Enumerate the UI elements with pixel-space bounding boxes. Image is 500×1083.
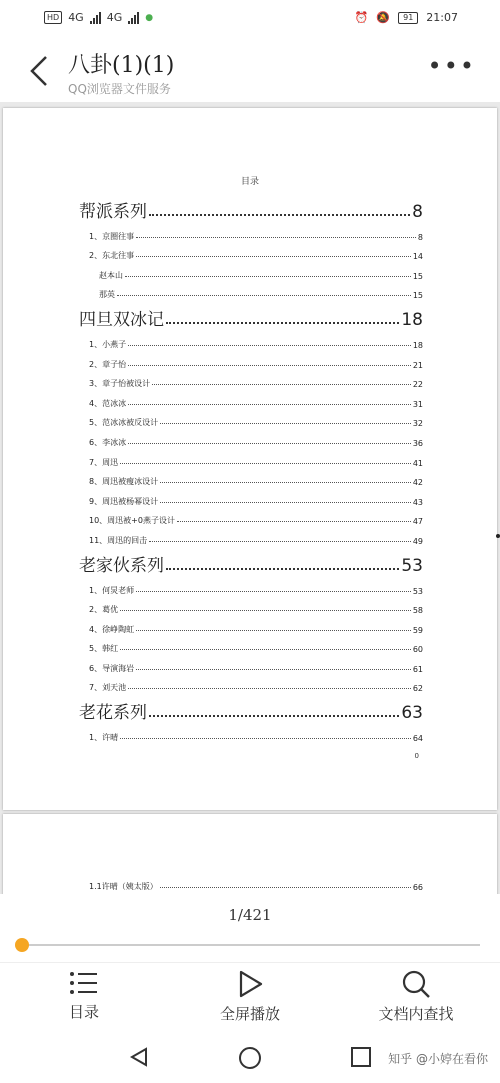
find-in-document-label: 文档内查找: [378, 1005, 454, 1023]
document-title: 八卦(1)(1): [68, 53, 175, 78]
toc-entry-page: 49: [412, 536, 423, 546]
toc-entry-page: 36: [412, 438, 423, 448]
status-right: [355, 11, 458, 24]
toc-entry[interactable]: [79, 654, 423, 674]
toc-leader-dots: [125, 276, 411, 277]
toc-leader-dots: [120, 649, 411, 650]
toc-entry-page: 59: [412, 625, 423, 635]
toc-entry-page: 47: [412, 517, 423, 527]
toc-leader-dots: [120, 610, 411, 611]
document-viewer[interactable]: [0, 102, 500, 894]
toc-entry[interactable]: [79, 389, 423, 409]
toc-entry-label: 5、范冰冰被反设计: [89, 418, 159, 428]
toc-button[interactable]: [14, 969, 154, 1022]
toc-entry-label: 2、东北往事: [89, 251, 135, 261]
document-subtitle: QQ浏览器文件服务: [68, 82, 171, 96]
page-indicator: 1/421: [228, 906, 272, 924]
toc-entry-page: 15: [412, 291, 423, 301]
toc-entry[interactable]: [79, 304, 423, 330]
toc-leader-dots: [128, 688, 411, 689]
toc-entry[interactable]: [79, 242, 423, 262]
more-options-button[interactable]: [428, 52, 476, 80]
toc-leader-dots: [160, 502, 411, 503]
toc-leader-dots: [128, 345, 411, 346]
document-page: [3, 814, 497, 894]
toc-entry[interactable]: [79, 370, 423, 390]
play-icon: [235, 969, 265, 999]
toc-entry-label: 1.1许晴（姨太版）: [89, 881, 158, 891]
triangle-back-icon: [128, 1046, 150, 1068]
find-in-document-button[interactable]: [346, 969, 486, 1024]
toc-entry-label: 四旦双冰记: [79, 310, 164, 331]
toc-heading: 目录: [240, 177, 259, 187]
toc-leader-dots: [136, 630, 411, 631]
toc-entry[interactable]: [79, 428, 423, 448]
toc-entry[interactable]: [79, 350, 423, 370]
signal-icon: [128, 12, 139, 24]
toc-list: [79, 192, 423, 743]
toc-entry-label: 4、范冰冰: [89, 398, 127, 408]
toc-entry-page: 21: [412, 360, 423, 370]
toc-entry-page: 18: [412, 340, 423, 350]
toc-entry-label: 老花系列: [79, 703, 147, 724]
toc-entry-label: 6、李冰冰: [89, 437, 127, 447]
toc-entry-page: 60: [412, 645, 423, 655]
toc-leader-dots: [128, 443, 411, 444]
toc-leader-dots: [120, 463, 411, 464]
toc-list: [79, 872, 423, 892]
signal-icon: [90, 12, 101, 24]
toc-leader-dots: [152, 384, 411, 385]
toc-entry-label: 帮派系列: [79, 202, 147, 222]
toc-entry[interactable]: [79, 281, 423, 301]
page-slider[interactable]: [18, 944, 480, 946]
search-icon: [401, 969, 431, 999]
watermark: 知乎 @小婷在看你: [388, 1052, 488, 1066]
slider-thumb[interactable]: [15, 938, 29, 952]
toc-entry-page: 32: [412, 419, 423, 429]
toc-entry[interactable]: [79, 576, 423, 596]
toc-entry[interactable]: [79, 330, 423, 350]
toc-entry[interactable]: [79, 723, 423, 743]
toc-entry-page: 63: [401, 703, 423, 724]
toc-entry-label: 3、章子怡被设计: [89, 379, 151, 389]
toc-leader-dots: [149, 541, 411, 542]
toc-entry-page: 64: [412, 734, 423, 744]
alarm-icon: ⏰: [354, 11, 369, 24]
hd-badge: HD: [44, 11, 62, 24]
scroll-indicator[interactable]: [496, 534, 500, 538]
toc-leader-dots: [160, 887, 411, 888]
toc-entry-label: 2、葛优: [89, 605, 119, 615]
toc-entry[interactable]: [79, 596, 423, 616]
toc-entry[interactable]: [79, 697, 423, 723]
toc-leader-dots: [149, 715, 399, 717]
toc-entry-label: 那英: [99, 290, 115, 300]
toc-leader-dots: [177, 521, 411, 522]
toc-entry-page: 8: [412, 202, 423, 222]
toc-leader-dots: [120, 738, 411, 739]
nav-recents-button[interactable]: [350, 1046, 372, 1072]
toc-entry-page: 62: [412, 684, 423, 694]
toc-entry-page: 22: [412, 380, 423, 390]
toc-entry-label: 7、周迅: [89, 457, 119, 467]
toc-entry-label: 老家伙系列: [79, 555, 164, 576]
toc-entry-page: 53: [401, 555, 423, 576]
toc-entry[interactable]: [79, 615, 423, 635]
toc-entry[interactable]: [79, 196, 423, 222]
toc-leader-dots: [117, 295, 411, 296]
nav-back-button[interactable]: [128, 1046, 150, 1072]
toc-entry-label: 8、周迅被瘦冰设计: [89, 477, 159, 487]
network-type-1: 4G: [68, 11, 84, 24]
toc-entry-label: 赵本山: [99, 270, 123, 280]
toc-entry-page: 66: [412, 882, 423, 892]
clock: 21:07: [426, 11, 458, 24]
toc-entry[interactable]: [79, 550, 423, 576]
back-button[interactable]: [26, 54, 60, 88]
toc-entry-page: 41: [412, 458, 423, 468]
toc-entry-page: 18: [401, 310, 423, 331]
toc-entry[interactable]: [79, 674, 423, 694]
toc-entry-page: 8: [417, 232, 423, 242]
page-number: 0: [414, 752, 419, 760]
toc-entry-label: 1、何炅老师: [89, 585, 135, 595]
fullscreen-play-button[interactable]: [180, 969, 320, 1024]
battery-icon: 91: [398, 12, 418, 24]
toc-entry-label: 1、小燕子: [89, 339, 127, 349]
toc-entry-page: 58: [412, 606, 423, 616]
toc-entry[interactable]: [79, 222, 423, 242]
toc-entry[interactable]: [79, 635, 423, 655]
toc-entry[interactable]: [79, 526, 423, 546]
toc-leader-dots: [136, 237, 416, 238]
toc-entry-page: 53: [412, 586, 423, 596]
toc-entry[interactable]: [79, 487, 423, 507]
toc-entry[interactable]: [79, 448, 423, 468]
toc-entry-label: 10、周迅被+0燕子设计: [89, 516, 175, 526]
toc-entry-page: 14: [412, 252, 423, 262]
toc-entry-label: 7、刘天池: [89, 683, 127, 693]
toc-leader-dots: [166, 322, 399, 324]
list-icon: [69, 969, 99, 997]
toc-leader-dots: [160, 423, 411, 424]
toc-entry-label: 1、许晴: [89, 733, 119, 743]
toc-entry-label: 2、章子怡: [89, 359, 127, 369]
mute-icon: 🔕: [376, 11, 391, 24]
toc-entry[interactable]: [79, 261, 423, 281]
toc-entry-label: 11、周迅的回击: [89, 535, 148, 545]
system-nav-bar: [0, 1032, 500, 1083]
more-icon: •••: [427, 52, 476, 80]
toc-leader-dots: [149, 214, 410, 216]
toc-leader-dots: [128, 365, 411, 366]
fullscreen-play-label: 全屏播放: [219, 1005, 280, 1023]
document-page: [3, 108, 497, 810]
network-type-2: 4G: [106, 11, 123, 24]
status-bar: [0, 0, 500, 38]
toc-entry-label: 6、导演海岩: [89, 663, 135, 673]
toc-entry-page: 42: [412, 478, 423, 488]
toc-entry-page: 61: [412, 664, 423, 674]
toc-leader-dots: [136, 591, 411, 592]
toc-leader-dots: [136, 256, 411, 257]
wechat-notification-icon: ●: [145, 12, 154, 23]
toc-entry[interactable]: [79, 872, 423, 892]
toc-entry-label: 1、京圈往事: [89, 231, 135, 241]
toc-entry-label: 9、周迅被杨幂设计: [89, 496, 159, 506]
toc-entry[interactable]: [79, 507, 423, 527]
toc-entry-label: 4、徐峥陶虹: [89, 624, 135, 634]
toc-leader-dots: [136, 669, 411, 670]
toc-leader-dots: [160, 482, 411, 483]
status-left: [44, 11, 153, 24]
toc-entry-label: 5、韩红: [89, 644, 119, 654]
toc-entry-page: 31: [412, 399, 423, 409]
nav-home-button[interactable]: [238, 1046, 262, 1074]
bottom-toolbar: [0, 962, 500, 1033]
circle-home-icon: [238, 1046, 262, 1070]
toc-entry[interactable]: [79, 409, 423, 429]
toc-entry[interactable]: [79, 468, 423, 488]
toc-leader-dots: [166, 568, 399, 570]
toc-entry-page: 15: [412, 271, 423, 281]
toc-entry-page: 43: [412, 497, 423, 507]
square-recents-icon: [350, 1046, 372, 1068]
app-header: [0, 38, 500, 102]
toc-button-label: 目录: [68, 1003, 99, 1021]
toc-leader-dots: [128, 404, 411, 405]
chevron-left-icon: [26, 54, 54, 88]
